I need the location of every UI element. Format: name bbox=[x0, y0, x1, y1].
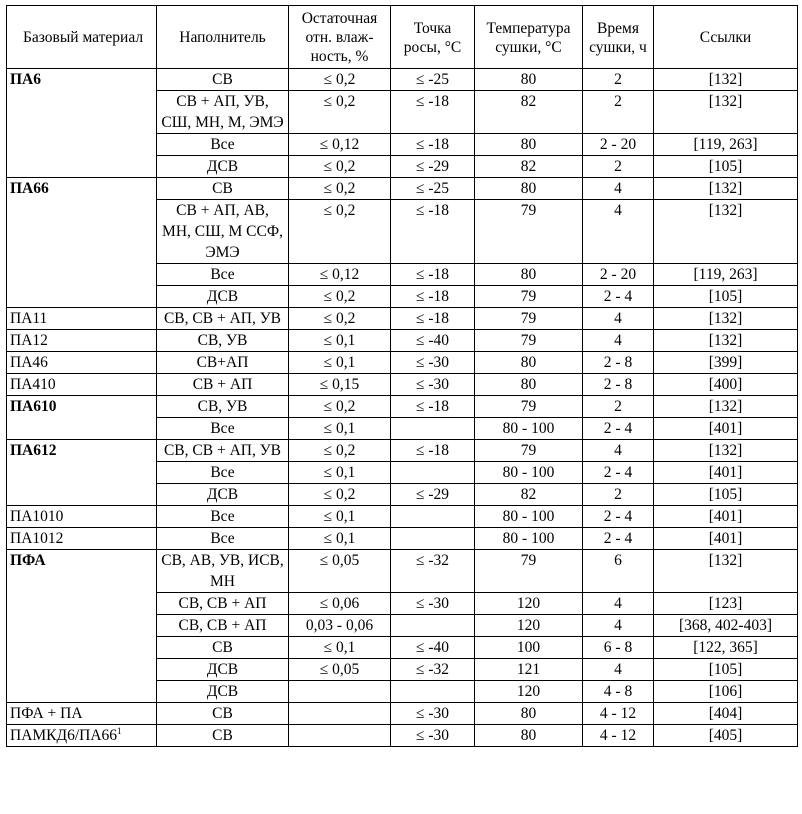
dew-point-cell: ≤ -30 bbox=[391, 352, 475, 374]
filler-cell: ДСВ bbox=[157, 156, 289, 178]
dew-point-cell: ≤ -25 bbox=[391, 178, 475, 200]
base-material-label: ПФА + ПА bbox=[10, 705, 83, 722]
base-material-cell bbox=[7, 528, 157, 550]
drying-time-cell: 2 - 8 bbox=[583, 352, 654, 374]
filler-cell: СВ bbox=[157, 69, 289, 91]
table-body bbox=[7, 69, 798, 747]
drying-conditions-table bbox=[6, 5, 798, 747]
drying-time-cell: 2 bbox=[583, 69, 654, 91]
drying-temp-cell: 80 bbox=[475, 725, 583, 747]
reference-cell: [119, 263] bbox=[654, 264, 798, 286]
filler-cell: СВ, СВ + АП bbox=[157, 615, 289, 637]
base-material-label: ПА66 bbox=[10, 180, 49, 197]
reference-cell: [105] bbox=[654, 156, 798, 178]
table-row bbox=[7, 396, 798, 418]
reference-cell: [122, 365] bbox=[654, 637, 798, 659]
humidity-cell bbox=[289, 725, 391, 747]
drying-time-cell: 4 bbox=[583, 440, 654, 462]
humidity-cell: ≤ 0,1 bbox=[289, 528, 391, 550]
drying-temp-cell: 79 bbox=[475, 286, 583, 308]
drying-time-cell: 4 - 12 bbox=[583, 703, 654, 725]
filler-cell: СВ bbox=[157, 725, 289, 747]
header-drying-temp: Температура сушки, °С bbox=[475, 6, 583, 69]
humidity-cell: ≤ 0,2 bbox=[289, 69, 391, 91]
base-material-cell bbox=[7, 178, 157, 308]
drying-temp-cell: 80 bbox=[475, 374, 583, 396]
base-material-label: ПА612 bbox=[10, 442, 57, 459]
humidity-cell: 0,03 - 0,06 bbox=[289, 615, 391, 637]
drying-temp-cell: 82 bbox=[475, 91, 583, 134]
drying-time-cell: 4 bbox=[583, 308, 654, 330]
reference-cell: [401] bbox=[654, 506, 798, 528]
reference-cell: [132] bbox=[654, 396, 798, 418]
filler-cell: СВ bbox=[157, 637, 289, 659]
table-header bbox=[7, 6, 798, 69]
dew-point-cell: ≤ -18 bbox=[391, 91, 475, 134]
reference-cell: [132] bbox=[654, 69, 798, 91]
drying-time-cell: 2 - 8 bbox=[583, 374, 654, 396]
filler-cell: СВ bbox=[157, 178, 289, 200]
drying-temp-cell: 79 bbox=[475, 308, 583, 330]
base-material-cell bbox=[7, 703, 157, 725]
drying-time-cell: 2 - 20 bbox=[583, 134, 654, 156]
drying-temp-cell: 80 - 100 bbox=[475, 462, 583, 484]
filler-cell: Все bbox=[157, 528, 289, 550]
drying-time-cell: 4 bbox=[583, 330, 654, 352]
base-material-label: ПА410 bbox=[10, 376, 56, 393]
reference-cell: [401] bbox=[654, 528, 798, 550]
reference-cell: [105] bbox=[654, 659, 798, 681]
base-material-cell bbox=[7, 440, 157, 506]
table-row bbox=[7, 506, 798, 528]
drying-temp-cell: 82 bbox=[475, 156, 583, 178]
dew-point-cell bbox=[391, 681, 475, 703]
dew-point-cell: ≤ -18 bbox=[391, 286, 475, 308]
humidity-cell: ≤ 0,1 bbox=[289, 462, 391, 484]
filler-cell: Все bbox=[157, 418, 289, 440]
dew-point-cell: ≤ -18 bbox=[391, 440, 475, 462]
base-material-label: ПА1012 bbox=[10, 530, 64, 547]
drying-time-cell: 4 bbox=[583, 615, 654, 637]
drying-time-cell: 6 - 8 bbox=[583, 637, 654, 659]
drying-time-cell: 2 bbox=[583, 484, 654, 506]
drying-time-cell: 2 bbox=[583, 91, 654, 134]
base-material-label: ПА11 bbox=[10, 310, 48, 327]
drying-time-cell: 4 bbox=[583, 200, 654, 264]
filler-cell: Все bbox=[157, 134, 289, 156]
filler-cell: СВ, УВ bbox=[157, 396, 289, 418]
drying-temp-cell: 80 - 100 bbox=[475, 528, 583, 550]
filler-cell: СВ, СВ + АП, УВ bbox=[157, 308, 289, 330]
dew-point-cell bbox=[391, 462, 475, 484]
humidity-cell: ≤ 0,1 bbox=[289, 506, 391, 528]
dew-point-cell: ≤ -29 bbox=[391, 156, 475, 178]
drying-temp-cell: 80 - 100 bbox=[475, 506, 583, 528]
filler-cell: СВ bbox=[157, 703, 289, 725]
reference-cell: [106] bbox=[654, 681, 798, 703]
dew-point-cell: ≤ -40 bbox=[391, 637, 475, 659]
base-material-cell bbox=[7, 308, 157, 330]
humidity-cell: ≤ 0,12 bbox=[289, 134, 391, 156]
table-row bbox=[7, 725, 798, 747]
base-material-label: ПА46 bbox=[10, 354, 48, 371]
table-row bbox=[7, 178, 798, 200]
drying-time-cell: 2 bbox=[583, 396, 654, 418]
filler-cell: Все bbox=[157, 506, 289, 528]
dew-point-cell: ≤ -30 bbox=[391, 593, 475, 615]
humidity-cell: ≤ 0,2 bbox=[289, 484, 391, 506]
table-row bbox=[7, 440, 798, 462]
drying-time-cell: 4 - 8 bbox=[583, 681, 654, 703]
drying-time-cell: 6 bbox=[583, 550, 654, 593]
humidity-cell: ≤ 0,05 bbox=[289, 550, 391, 593]
dew-point-cell: ≤ -18 bbox=[391, 396, 475, 418]
humidity-cell: ≤ 0,1 bbox=[289, 418, 391, 440]
drying-temp-cell: 79 bbox=[475, 440, 583, 462]
drying-time-cell: 4 - 12 bbox=[583, 725, 654, 747]
drying-temp-cell: 120 bbox=[475, 615, 583, 637]
filler-cell: СВ, СВ + АП bbox=[157, 593, 289, 615]
drying-temp-cell: 80 bbox=[475, 178, 583, 200]
drying-temp-cell: 80 bbox=[475, 134, 583, 156]
reference-cell: [401] bbox=[654, 462, 798, 484]
drying-temp-cell: 80 bbox=[475, 69, 583, 91]
base-material-cell bbox=[7, 69, 157, 178]
header-dew-point: Точка росы, °С bbox=[391, 6, 475, 69]
reference-cell: [132] bbox=[654, 330, 798, 352]
base-material-cell bbox=[7, 550, 157, 703]
humidity-cell bbox=[289, 703, 391, 725]
drying-temp-cell: 80 bbox=[475, 352, 583, 374]
dew-point-cell: ≤ -30 bbox=[391, 703, 475, 725]
dew-point-cell: ≤ -29 bbox=[391, 484, 475, 506]
table-row bbox=[7, 308, 798, 330]
base-material-cell bbox=[7, 725, 157, 747]
filler-cell: СВ + АП, АВ, МН, СШ, М ССФ, ЭМЭ bbox=[157, 200, 289, 264]
reference-cell: [132] bbox=[654, 550, 798, 593]
filler-cell: ДСВ bbox=[157, 681, 289, 703]
humidity-cell: ≤ 0,2 bbox=[289, 156, 391, 178]
reference-cell: [105] bbox=[654, 484, 798, 506]
header-material: Базовый материал bbox=[7, 6, 157, 69]
drying-time-cell: 2 bbox=[583, 156, 654, 178]
dew-point-cell: ≤ -30 bbox=[391, 725, 475, 747]
humidity-cell: ≤ 0,06 bbox=[289, 593, 391, 615]
dew-point-cell: ≤ -18 bbox=[391, 308, 475, 330]
base-material-cell bbox=[7, 396, 157, 440]
filler-cell: Все bbox=[157, 462, 289, 484]
header-filler: Наполнитель bbox=[157, 6, 289, 69]
table-row bbox=[7, 528, 798, 550]
humidity-cell: ≤ 0,2 bbox=[289, 440, 391, 462]
humidity-cell: ≤ 0,1 bbox=[289, 637, 391, 659]
drying-time-cell: 2 - 4 bbox=[583, 418, 654, 440]
humidity-cell: ≤ 0,2 bbox=[289, 200, 391, 264]
drying-temp-cell: 80 bbox=[475, 703, 583, 725]
humidity-cell: ≤ 0,2 bbox=[289, 396, 391, 418]
base-material-label: ПА12 bbox=[10, 332, 48, 349]
drying-temp-cell: 80 - 100 bbox=[475, 418, 583, 440]
drying-temp-cell: 120 bbox=[475, 681, 583, 703]
humidity-cell bbox=[289, 681, 391, 703]
reference-cell: [123] bbox=[654, 593, 798, 615]
base-material-label: ПА1010 bbox=[10, 508, 64, 525]
header-humidity: Остаточная отн. влаж-ность, % bbox=[289, 6, 391, 69]
reference-cell: [132] bbox=[654, 200, 798, 264]
dew-point-cell: ≤ -18 bbox=[391, 264, 475, 286]
base-material-label: ПА6 bbox=[10, 71, 41, 88]
base-material-cell bbox=[7, 352, 157, 374]
drying-temp-cell: 80 bbox=[475, 264, 583, 286]
table-row bbox=[7, 703, 798, 725]
header-references: Ссылки bbox=[654, 6, 798, 69]
humidity-cell: ≤ 0,1 bbox=[289, 330, 391, 352]
dew-point-cell: ≤ -18 bbox=[391, 200, 475, 264]
drying-temp-cell: 121 bbox=[475, 659, 583, 681]
humidity-cell: ≤ 0,2 bbox=[289, 308, 391, 330]
filler-cell: ДСВ bbox=[157, 659, 289, 681]
drying-temp-cell: 79 bbox=[475, 396, 583, 418]
reference-cell: [105] bbox=[654, 286, 798, 308]
reference-cell: [400] bbox=[654, 374, 798, 396]
drying-temp-cell: 79 bbox=[475, 550, 583, 593]
reference-cell: [401] bbox=[654, 418, 798, 440]
drying-time-cell: 4 bbox=[583, 659, 654, 681]
table-row bbox=[7, 330, 798, 352]
dew-point-cell bbox=[391, 506, 475, 528]
filler-cell: ДСВ bbox=[157, 286, 289, 308]
reference-cell: [368, 402-403] bbox=[654, 615, 798, 637]
filler-cell: СВ+АП bbox=[157, 352, 289, 374]
humidity-cell: ≤ 0,2 bbox=[289, 91, 391, 134]
filler-cell: Все bbox=[157, 264, 289, 286]
reference-cell: [132] bbox=[654, 440, 798, 462]
table-row bbox=[7, 352, 798, 374]
filler-cell: СВ, АВ, УВ, ИСВ, МН bbox=[157, 550, 289, 593]
footnote-marker: 1 bbox=[117, 725, 122, 736]
dew-point-cell bbox=[391, 615, 475, 637]
reference-cell: [119, 263] bbox=[654, 134, 798, 156]
filler-cell: СВ + АП bbox=[157, 374, 289, 396]
table-row bbox=[7, 69, 798, 91]
base-material-label: ПАМКД6/ПА66 bbox=[10, 727, 118, 744]
filler-cell: СВ, УВ bbox=[157, 330, 289, 352]
drying-temp-cell: 82 bbox=[475, 484, 583, 506]
dew-point-cell bbox=[391, 418, 475, 440]
drying-time-cell: 2 - 4 bbox=[583, 286, 654, 308]
humidity-cell: ≤ 0,12 bbox=[289, 264, 391, 286]
drying-time-cell: 2 - 4 bbox=[583, 528, 654, 550]
humidity-cell: ≤ 0,2 bbox=[289, 178, 391, 200]
dew-point-cell: ≤ -25 bbox=[391, 69, 475, 91]
drying-time-cell: 2 - 4 bbox=[583, 506, 654, 528]
header-drying-time: Время сушки, ч bbox=[583, 6, 654, 69]
drying-time-cell: 2 - 20 bbox=[583, 264, 654, 286]
humidity-cell: ≤ 0,05 bbox=[289, 659, 391, 681]
base-material-label: ПФА bbox=[10, 552, 46, 569]
drying-time-cell: 2 - 4 bbox=[583, 462, 654, 484]
filler-cell: СВ + АП, УВ, СШ, МН, М, ЭМЭ bbox=[157, 91, 289, 134]
drying-temp-cell: 120 bbox=[475, 593, 583, 615]
dew-point-cell: ≤ -18 bbox=[391, 134, 475, 156]
reference-cell: [399] bbox=[654, 352, 798, 374]
base-material-label: ПА610 bbox=[10, 398, 57, 415]
reference-cell: [405] bbox=[654, 725, 798, 747]
base-material-cell bbox=[7, 330, 157, 352]
base-material-cell bbox=[7, 374, 157, 396]
table-row bbox=[7, 374, 798, 396]
base-material-cell bbox=[7, 506, 157, 528]
humidity-cell: ≤ 0,15 bbox=[289, 374, 391, 396]
dew-point-cell: ≤ -32 bbox=[391, 659, 475, 681]
dew-point-cell bbox=[391, 528, 475, 550]
reference-cell: [404] bbox=[654, 703, 798, 725]
filler-cell: СВ, СВ + АП, УВ bbox=[157, 440, 289, 462]
dew-point-cell: ≤ -40 bbox=[391, 330, 475, 352]
drying-temp-cell: 100 bbox=[475, 637, 583, 659]
reference-cell: [132] bbox=[654, 91, 798, 134]
drying-time-cell: 4 bbox=[583, 178, 654, 200]
dew-point-cell: ≤ -30 bbox=[391, 374, 475, 396]
reference-cell: [132] bbox=[654, 178, 798, 200]
reference-cell: [132] bbox=[654, 308, 798, 330]
table-row bbox=[7, 550, 798, 593]
humidity-cell: ≤ 0,1 bbox=[289, 352, 391, 374]
drying-temp-cell: 79 bbox=[475, 200, 583, 264]
drying-time-cell: 4 bbox=[583, 593, 654, 615]
filler-cell: ДСВ bbox=[157, 484, 289, 506]
dew-point-cell: ≤ -32 bbox=[391, 550, 475, 593]
drying-temp-cell: 79 bbox=[475, 330, 583, 352]
humidity-cell: ≤ 0,2 bbox=[289, 286, 391, 308]
